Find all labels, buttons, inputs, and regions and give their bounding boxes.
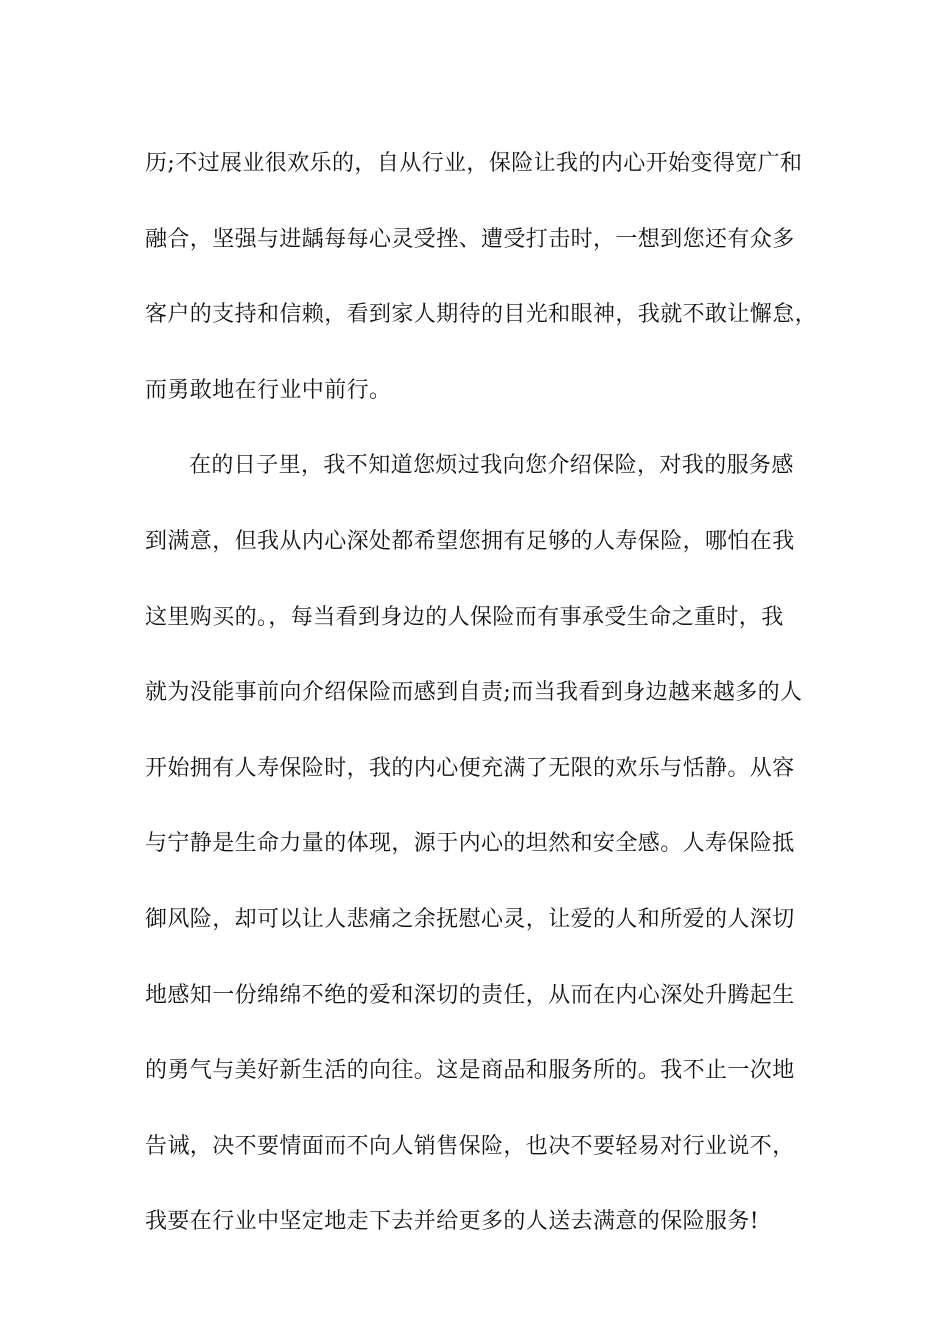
text-line: 客户的支持和信赖，看到家人期待的目光和眼神，我就不敢让懈怠，: [145, 302, 817, 328]
text-line: 与宁静是生命力量的体现，源于内心的坦然和安全感。人寿保险抵: [145, 831, 795, 857]
text-line: 这里购买的。，每当看到身边的人保险而有事承受生命之重时，我: [145, 604, 784, 630]
text-line: 历;不过展业很欢乐的，自从行业，保险让我的内心开始变得宽广和: [145, 151, 803, 176]
text-line: 就为没能事前向介绍保险而感到自责;而当我看到身边越来越多的人: [145, 680, 803, 706]
text-line: 融合，坚强与进龋每每心灵受挫、遭受打击时，一想到您还有众多: [145, 226, 795, 252]
text-line: 告诫，决不要情面而不向人销售保险，也决不要轻易对行业说不，: [145, 1133, 795, 1159]
text-line: 到满意，但我从内心深处都希望您拥有足够的人寿保险，哪怕在我: [145, 528, 795, 554]
text-line: 而勇敢地在行业中前行。: [145, 377, 392, 403]
document-text-block: [145, 126, 817, 1260]
paragraph-start-line: 在的日子里，我不知道您烦过我向您介绍保险，对我的服务感: [189, 453, 794, 479]
text-line: 御风险，却可以让人悲痛之余抚慰心灵，让爱的人和所爱的人深切: [145, 906, 795, 932]
text-line: 地感知一份绵绵不绝的爱和深切的责任，从而在内心深处升腾起生: [145, 982, 795, 1008]
text-line: 的勇气与美好新生活的向往。这是商品和服务所的。我不止一次地: [145, 1058, 795, 1084]
text-line: 我要在行业中坚定地走下去并给更多的人送去满意的保险服务!: [145, 1209, 760, 1235]
text-line: 开始拥有人寿保险时，我的内心便充满了无限的欢乐与恬静。从容: [145, 755, 795, 781]
